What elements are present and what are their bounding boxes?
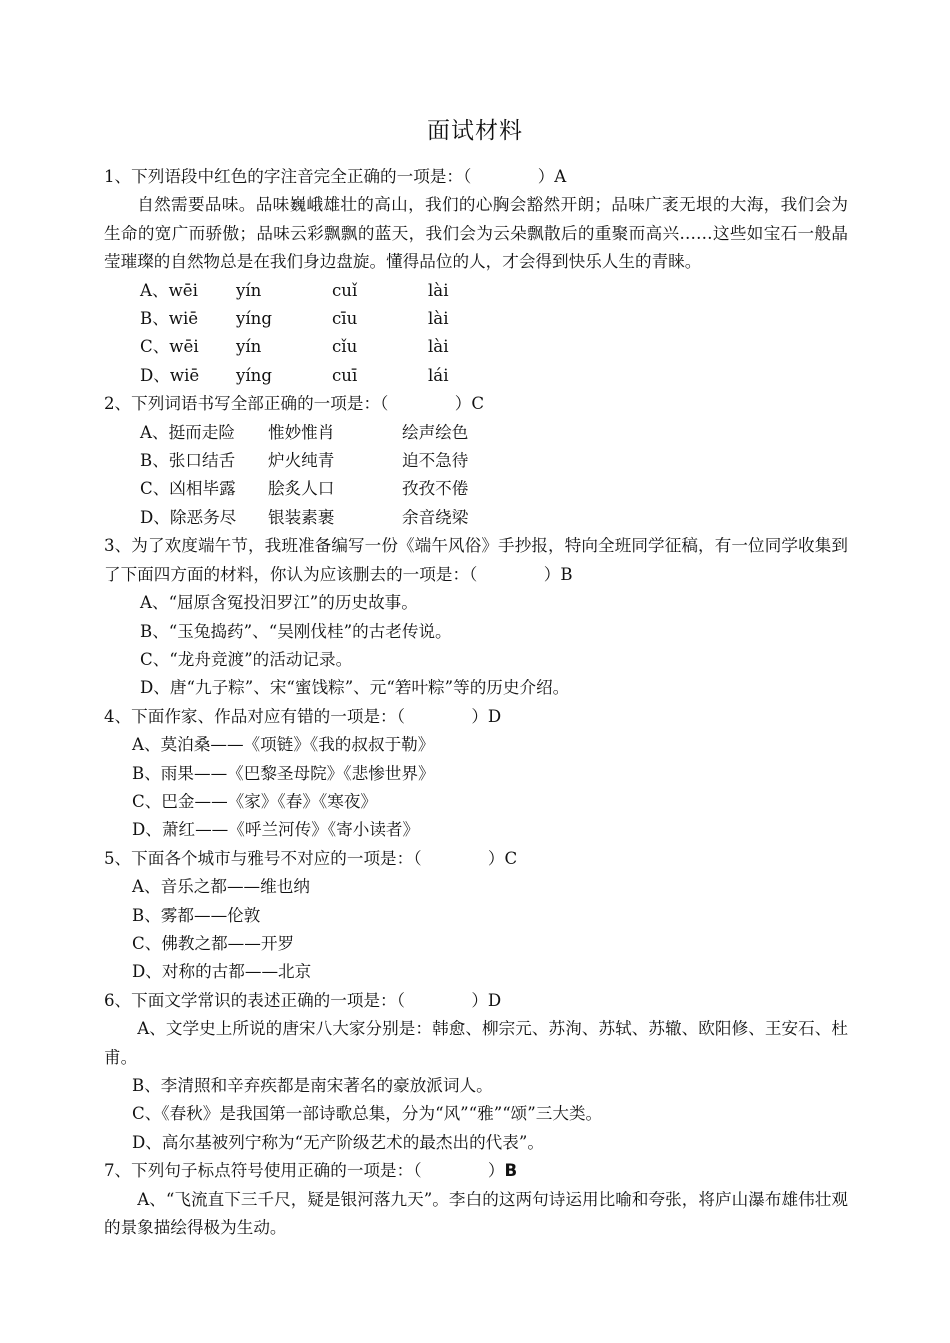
question-4-stem: 4、下面作家、作品对应有错的一项是：（ ）D bbox=[104, 706, 502, 726]
question-1-option-b: B、wiē yíng cīu lài bbox=[140, 309, 449, 329]
question-7-answer: B bbox=[504, 1161, 518, 1181]
question-1-option-c: C、wēi yín cǐu lài bbox=[140, 337, 449, 357]
question-3-option-a: A、“屈原含冤投汨罗江”的历史故事。 bbox=[140, 593, 418, 613]
question-5-option-b: B、雾都——伦敦 bbox=[132, 905, 261, 925]
question-3-stem: 3、为了欢度端午节，我班准备编写一份《端午风俗》手抄报，特向全班同学征稿，有一位同学收集到了下面四方面的材料，你认为应该删去的一项是：（ ）B bbox=[104, 536, 848, 584]
question-2-option-a: A、挺而走险 惟妙惟肖 绘声绘色 bbox=[140, 422, 469, 442]
question-4-option-b: B、雨果——《巴黎圣母院》《悲惨世界》 bbox=[132, 763, 435, 783]
question-7-stem: 7、下列句子标点符号使用正确的一项是：（ ）B bbox=[104, 1161, 518, 1181]
question-2-option-c: C、凶相毕露 脍炙人口 孜孜不倦 bbox=[140, 479, 469, 499]
question-6-stem: 6、下面文学常识的表述正确的一项是：（ ）D bbox=[104, 990, 502, 1010]
question-5-option-d: D、对称的古都——北京 bbox=[132, 962, 312, 982]
question-1-option-d: D、wiē yíng cuī lái bbox=[140, 365, 449, 385]
question-4-option-a: A、莫泊桑——《项链》《我的叔叔于勒》 bbox=[132, 735, 435, 755]
question-5-stem: 5、下面各个城市与雅号不对应的一项是：（ ）C bbox=[104, 848, 518, 868]
question-6-option-d: D、高尔基被列宁称为“无产阶级艺术的最杰出的代表”。 bbox=[132, 1132, 544, 1152]
document-body bbox=[104, 163, 848, 1242]
question-1-stem: 1、下列语段中红色的字注音完全正确的一项是：（ ）A bbox=[104, 167, 567, 186]
question-7-option-a: A、“飞流直下三千尺，疑是银河落九天”。李白的这两句诗运用比喻和夸张，将庐山瀑布雄伟壮观的景象描绘得极为生动。 bbox=[104, 1189, 848, 1238]
question-2-option-b: B、张口结舌 炉火纯青 迫不急待 bbox=[140, 451, 469, 471]
question-6-option-b: B、李清照和辛弃疾都是南宋著名的豪放派词人。 bbox=[132, 1076, 493, 1095]
question-4-option-d: D、萧红——《呼兰河传》《寄小读者》 bbox=[132, 820, 420, 840]
page-title: 面试材料 bbox=[427, 118, 523, 144]
question-3-option-d: D、唐“九子粽”、宋“蜜饯粽”、元“箬叶粽”等的历史介绍。 bbox=[140, 678, 570, 698]
question-6-option-a: A、文学史上所说的唐宋八大家分别是：韩愈、柳宗元、苏洵、苏轼、苏辙、欧阳修、王安石、杜甫。 bbox=[104, 1019, 848, 1067]
question-3-option-c: C、“龙舟竞渡”的活动记录。 bbox=[140, 649, 353, 669]
question-5-option-a: A、音乐之都——维也纳 bbox=[132, 877, 310, 897]
question-3-option-b: B、“玉兔捣药”、“吴刚伐桂”的古老传说。 bbox=[140, 621, 452, 641]
question-2-option-d: D、除恶务尽 银装素裹 余音绕梁 bbox=[140, 507, 469, 527]
question-5-option-c: C、佛教之都——开罗 bbox=[132, 933, 295, 953]
question-4-option-c: C、巴金——《家》《春》《寒夜》 bbox=[132, 791, 378, 811]
question-1-option-a: A、wēi yín cuǐ lài bbox=[140, 280, 449, 300]
question-1-passage: 自然需要品味。品味巍峨雄壮的高山，我们的心胸会豁然开朗；品味广袤无垠的大海，我们会为生命的宽广而骄傲；品味云彩飘飘的蓝天，我们会为云朵飘散后的重聚而高兴……这些如宝石一般晶莹璀璨的自然物总是在我们身边盘旋。懂得品位的人，才会得到快乐人生的青睐。 bbox=[104, 195, 848, 272]
question-6-option-c: C、《春秋》是我国第一部诗歌总集，分为“风”“雅”“颂”三大类。 bbox=[132, 1104, 603, 1124]
question-2-stem: 2、下列词语书写全部正确的一项是：（ ）C bbox=[104, 394, 485, 414]
